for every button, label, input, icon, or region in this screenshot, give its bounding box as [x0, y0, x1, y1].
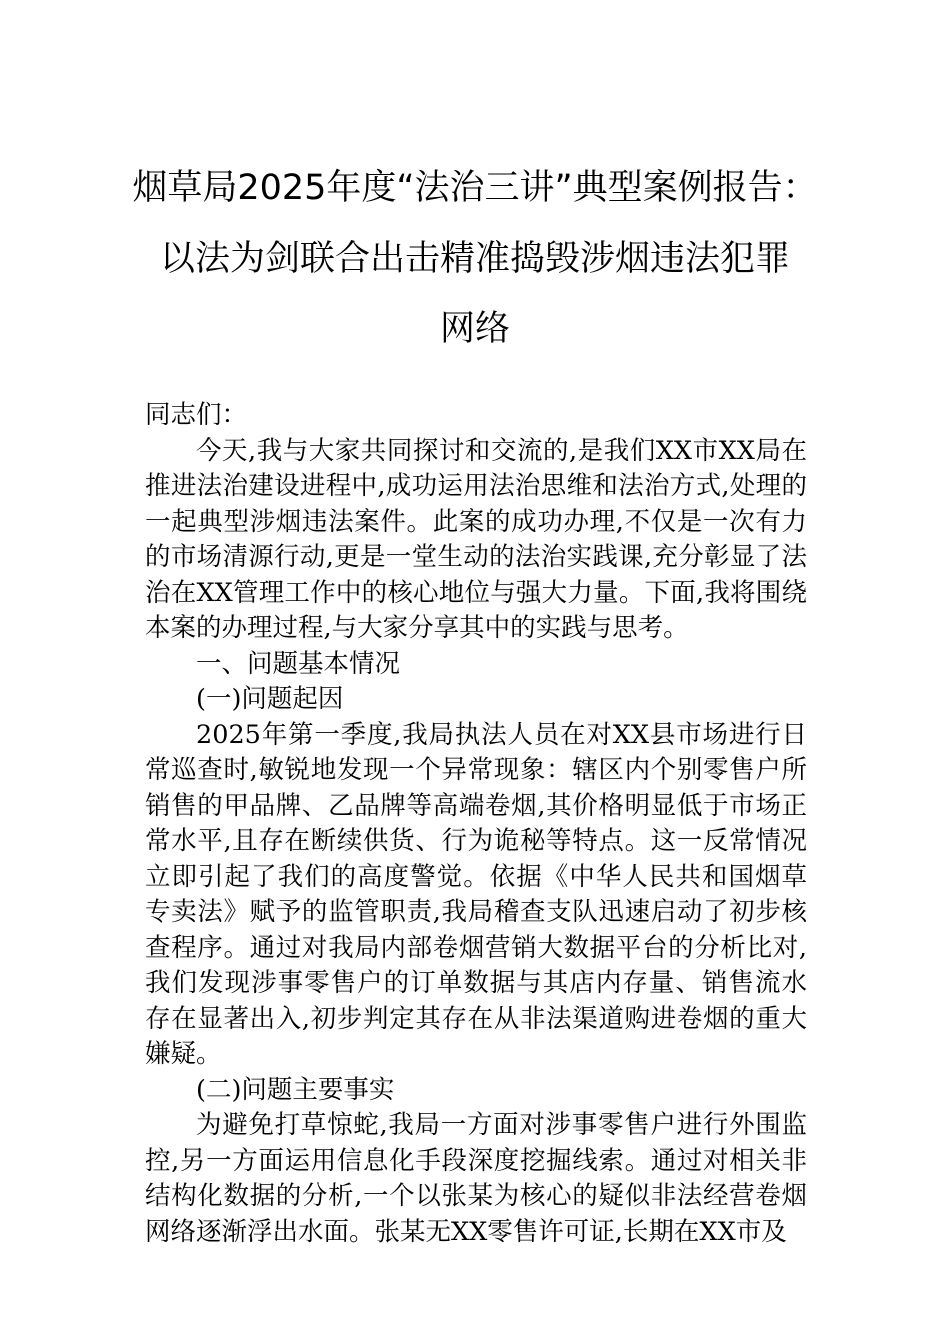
title-line-1: 烟草局2025年度“法治三讲”典型案例报告：: [132, 168, 818, 208]
title-line-2: 以法为剑联合出击精准捣毁涉烟违法犯罪: [159, 239, 790, 279]
salutation: 同志们：: [145, 400, 248, 430]
section-heading-1: 一、问题基本情况: [196, 648, 401, 679]
subsection-heading-2: (二)问题主要事实: [196, 1074, 395, 1105]
subsection-heading-1: (一)问题起因: [196, 684, 344, 714]
paragraph-cause: 2025年第一季度,我局执法人员在对XX县市场进行日常巡查时,敏锐地发现一个异常现象：辖区内个别零售户所销售的甲品牌、乙品牌等高端卷烟,其价格明显低于市场正常水平,且存在断续供货、行为诡秘等特点。这一反常情况立即引起了我们的高度警觉。依据《中华人民共和国烟草专卖法》赋予的监管职责,我局稽查支队迅速启动了初步核查程序。通过对我局内部卷烟营销大数据平台的分析比对,我们发现涉事零售户的订单数据与其店内存量、销售流水存在显著出入,初步判定其存在从非法渠道购进卷烟的重大嫌疑。: [145, 719, 807, 1069]
paragraph-intro: 今天,我与大家共同探讨和交流的,是我们XX市XX局在推进法治建设进程中,成功运用法治思维和法治方式,处理的一起典型涉烟违法案件。此案的成功办理,不仅是一次有力的市场清源行动,更是一堂生动的法治实践课,充分彰显了法治在XX管理工作中的核心地位与强大力量。下面,我将围绕本案的办理过程,与大家分享其中的实践与思考。: [145, 435, 807, 643]
document-body: [145, 398, 807, 1250]
title-line-3: 网络: [439, 309, 510, 349]
paragraph-facts: 为避免打草惊蛇,我局一方面对涉事零售户进行外围监控,另一方面运用信息化手段深度挖掘线索。通过对相关非结构化数据的分析,一个以张某为核心的疑似非法经营卷烟网络逐渐浮出水面。张某无XX零售许可证,长期在XX市及: [145, 1110, 807, 1247]
